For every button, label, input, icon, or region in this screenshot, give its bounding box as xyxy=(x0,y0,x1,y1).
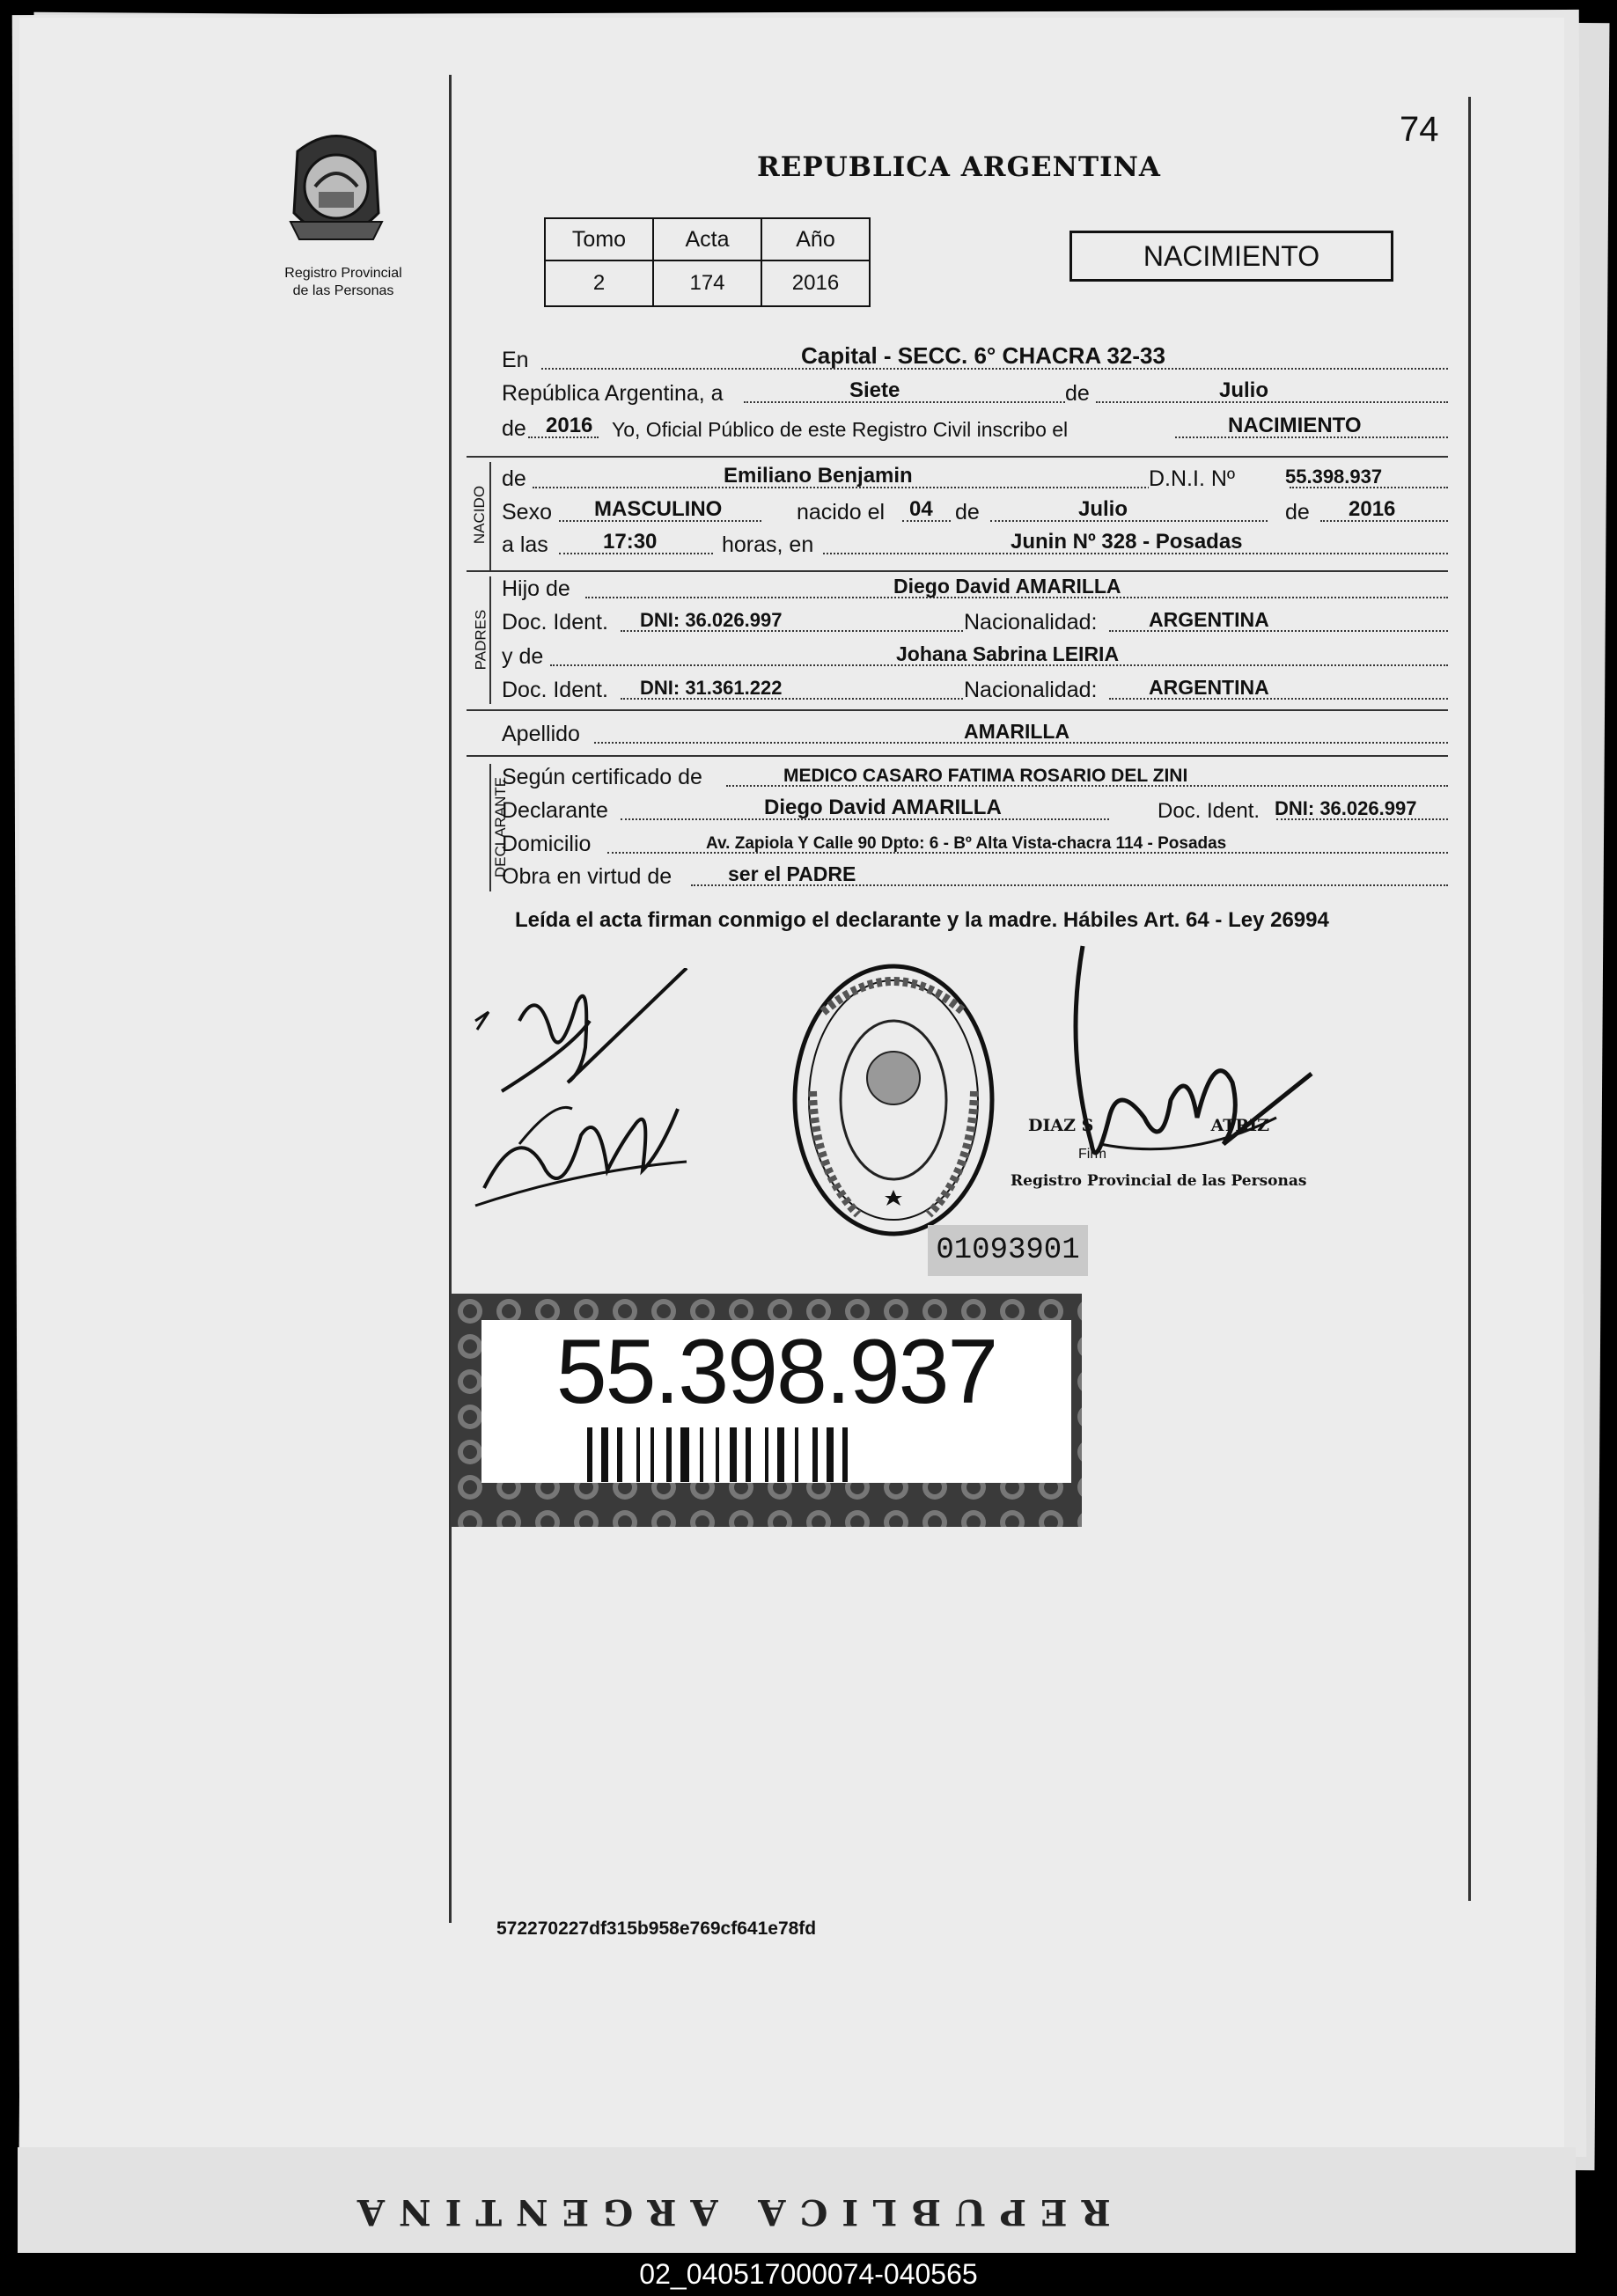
declarant-doc: DNI: 36.026.997 xyxy=(1275,797,1417,819)
role-value: ser el PADRE xyxy=(728,862,856,885)
declarant-name: Diego David AMARILLA xyxy=(764,796,1002,819)
sex-label: Sexo xyxy=(502,500,552,524)
address-row xyxy=(502,827,1448,859)
surname-row xyxy=(502,717,1448,749)
barcode-bar xyxy=(601,1427,608,1482)
page-number: 74 xyxy=(1400,110,1439,149)
section-label-text: PADRES xyxy=(472,609,489,671)
place-value: Capital - SECC. 6° CHACRA 32-33 xyxy=(801,342,1165,369)
official-registry: Registro Provincial de las Personas xyxy=(1011,1172,1307,1190)
record-table xyxy=(544,217,871,307)
logo-caption-line: Registro Provincial xyxy=(284,266,402,281)
surname-label: Apellido xyxy=(502,722,580,746)
mother-row xyxy=(502,640,1448,671)
sex-value: MASCULINO xyxy=(594,497,723,521)
file-name-footer: 02_040517000074-040565 xyxy=(0,2253,1617,2296)
dotted-line xyxy=(990,520,1268,522)
barcode-bar xyxy=(700,1427,703,1482)
place-label: En xyxy=(502,348,529,372)
birth-day: 04 xyxy=(909,497,933,521)
year-value: 2016 xyxy=(546,414,593,437)
signature-left-icon xyxy=(467,968,713,1232)
father-row xyxy=(502,572,1448,604)
barcode-bar xyxy=(617,1427,622,1482)
date-prefix-label: República Argentina, a xyxy=(502,381,724,406)
father-doc-row xyxy=(502,605,1448,637)
barcode-bar xyxy=(650,1427,654,1482)
birth-year: 2016 xyxy=(1349,497,1396,521)
day-value: Siete xyxy=(849,378,900,402)
sex-birth-row xyxy=(502,495,1448,527)
logo-caption xyxy=(260,265,427,300)
section-label-declarante xyxy=(451,764,510,891)
underlying-page-title: REPUBLICA ARGENTINA xyxy=(343,2191,1111,2233)
logo-caption-line: de las Personas xyxy=(292,283,394,298)
value-acta: 174 xyxy=(653,260,761,306)
year-label: de xyxy=(502,416,526,441)
at-label: a las xyxy=(502,532,548,557)
verification-hash: 572270227df315b958e769cf641e78fd xyxy=(496,1918,817,1939)
barcode-bar xyxy=(636,1427,640,1482)
birth-time: 17:30 xyxy=(603,530,658,554)
id-number-sticker xyxy=(451,1294,1082,1527)
doc-label: Doc. Ident. xyxy=(502,610,608,635)
father-nationality: ARGENTINA xyxy=(1149,608,1269,631)
header-tomo: Tomo xyxy=(545,218,653,260)
section-divider-line xyxy=(489,764,491,891)
barcode-bar xyxy=(746,1427,751,1482)
section-separator xyxy=(467,755,1448,757)
certificate-row xyxy=(502,760,1448,792)
child-dni: 55.398.937 xyxy=(1285,466,1383,488)
month-value: Julio xyxy=(1219,378,1269,402)
official-role: Firm xyxy=(1078,1147,1106,1162)
time-place-row xyxy=(502,528,1448,560)
role-label: Obra en virtud de xyxy=(502,864,673,889)
section-divider-line xyxy=(489,576,491,704)
barcode-bar xyxy=(827,1427,834,1482)
sticker-label xyxy=(481,1320,1071,1483)
official-name-end: ATRIZ xyxy=(1210,1116,1269,1135)
barcode-bar xyxy=(587,1427,592,1482)
nationality-label: Nacionalidad: xyxy=(964,678,1098,702)
section-divider-line xyxy=(489,462,491,572)
official-seal-icon xyxy=(788,959,999,1241)
barcode-bar xyxy=(716,1427,719,1482)
father-name: Diego David AMARILLA xyxy=(893,575,1121,598)
section-separator xyxy=(467,456,1448,458)
doc-label: Doc. Ident. xyxy=(502,678,608,702)
son-of-label: Hijo de xyxy=(502,576,570,601)
barcode-icon xyxy=(587,1427,966,1482)
barcode-bar xyxy=(666,1427,672,1482)
father-doc: DNI: 36.026.997 xyxy=(640,609,783,631)
statement-text: Yo, Oficial Público de este Registro Civil inscribo el xyxy=(612,418,1069,441)
section-label-padres xyxy=(451,576,489,704)
barcode-bar xyxy=(842,1427,848,1482)
mother-name: Johana Sabrina LEIRIA xyxy=(896,642,1120,665)
mother-doc: DNI: 31.361.222 xyxy=(640,677,783,699)
surname-value: AMARILLA xyxy=(964,720,1070,743)
barcode-bar xyxy=(730,1427,737,1482)
birth-of-label: de xyxy=(955,500,980,524)
birth-month: Julio xyxy=(1078,497,1128,521)
value-ano: 2016 xyxy=(761,260,870,306)
hours-in-label: horas, en xyxy=(722,532,814,557)
birth-place: Junin Nº 328 - Posadas xyxy=(1011,530,1243,554)
dotted-line xyxy=(1096,401,1448,403)
mother-nationality: ARGENTINA xyxy=(1149,676,1269,699)
section-separator xyxy=(467,709,1448,711)
certificate-value: MEDICO CASARO FATIMA ROSARIO DEL ZINI xyxy=(783,766,1188,786)
section-label-text: DECLARANTE xyxy=(492,776,510,878)
header-ano: Año xyxy=(761,218,870,260)
form-border-left xyxy=(449,75,452,1923)
address-value: Av. Zapiola Y Calle 90 Dpto: 6 - Bº Alta Vista-chacra 114 - Posadas xyxy=(706,834,1227,853)
declarant-row xyxy=(502,794,1448,825)
sticker-id-number: 55.398.937 xyxy=(555,1321,997,1423)
statement-row xyxy=(502,412,1448,444)
mother-doc-row xyxy=(502,673,1448,705)
child-name: Emiliano Benjamin xyxy=(724,464,913,488)
control-number: 01093901 xyxy=(928,1225,1088,1276)
closing-statement: Leída el acta firman conmigo el declarante y la madre. Hábiles Art. 64 - Ley 26994 xyxy=(515,908,1329,932)
barcode-bar xyxy=(795,1427,798,1482)
child-of-label: de xyxy=(502,466,526,491)
certificate-label: Según certificado de xyxy=(502,765,702,789)
and-of-label: y de xyxy=(502,644,544,669)
date-row xyxy=(502,377,1448,408)
barcode-bar xyxy=(680,1427,689,1482)
nationality-label: Nacionalidad: xyxy=(964,610,1098,635)
role-row xyxy=(502,860,1448,891)
barcode-bar xyxy=(777,1427,784,1482)
section-label-text: NACIDO xyxy=(471,485,489,545)
value-tomo: 2 xyxy=(545,260,653,306)
declarant-label: Declarante xyxy=(502,798,608,823)
place-row xyxy=(502,343,1448,375)
official-name xyxy=(1028,1116,1269,1135)
date-of-label: de xyxy=(1065,381,1090,406)
form-border-right xyxy=(1468,97,1471,1901)
declarant-doc-label: Doc. Ident. xyxy=(1158,799,1261,823)
record-type-box: NACIMIENTO xyxy=(1069,231,1393,282)
born-on-label: nacido el xyxy=(797,500,886,524)
birth-year-label: de xyxy=(1285,500,1310,524)
dotted-line xyxy=(744,401,1083,403)
header-acta: Acta xyxy=(653,218,761,260)
address-label: Domicilio xyxy=(502,832,592,856)
section-label-nacido xyxy=(451,462,489,568)
child-name-row xyxy=(502,462,1448,494)
event-value: NACIMIENTO xyxy=(1228,414,1362,437)
barcode-bar xyxy=(812,1427,818,1482)
dni-label: D.N.I. Nº xyxy=(1149,466,1236,491)
page-title: REPUBLICA ARGENTINA xyxy=(757,151,1161,183)
official-name-start: DIAZ S xyxy=(1028,1116,1094,1135)
province-crest-logo xyxy=(280,125,393,257)
barcode-bar xyxy=(765,1427,768,1482)
